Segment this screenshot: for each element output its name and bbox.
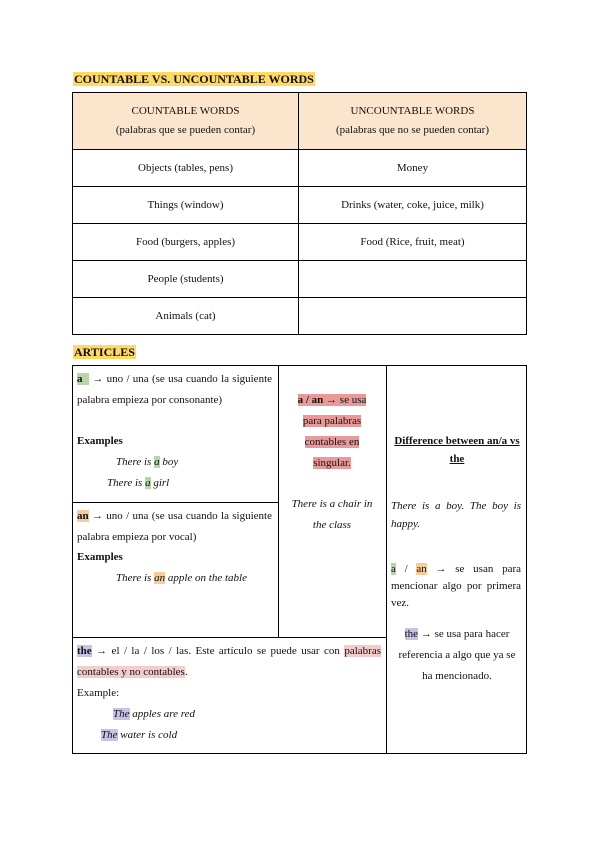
countable-cell: Animals (cat) xyxy=(73,298,299,335)
a-an-example: There is a chair in the class xyxy=(291,498,373,531)
article-an-rule xyxy=(77,506,272,548)
table-row xyxy=(73,298,527,335)
article-a-rule xyxy=(77,369,272,411)
countable-header-cell xyxy=(73,93,299,150)
uncountable-cell: Food (Rice, fruit, meat) xyxy=(299,224,527,261)
an-example-article: an xyxy=(154,572,166,584)
countable-cell: Food (burgers, apples) xyxy=(73,224,299,261)
table-row xyxy=(73,187,527,224)
divider xyxy=(72,502,279,503)
article-an-rule-text: → uno / una (se usa cuando la siguiente palabra empieza por vocal) xyxy=(77,510,272,543)
uncountable-header-cell xyxy=(299,93,527,150)
a-an-label: a / an → xyxy=(297,394,338,406)
the-example-2-article: The xyxy=(101,729,118,741)
diff-the: the xyxy=(404,628,419,640)
the-example-1: The apples are red xyxy=(113,708,195,720)
divider xyxy=(72,637,387,638)
uncountable-subheader: (palabras que no se pueden contar) xyxy=(335,124,490,136)
uncountable-cell: Money xyxy=(299,150,527,187)
the-usage-rule: the → se usa para hacer referencia a algo que ya se ha mencionado. xyxy=(398,628,516,682)
the-example-1-article: The xyxy=(113,708,130,720)
articles-section-title: ARTICLES xyxy=(74,345,135,359)
difference-title: Difference between an/a vs the xyxy=(394,435,520,465)
countable-subheader: (palabras que se pueden contar) xyxy=(115,124,256,136)
a-example-1-article: a xyxy=(154,456,160,468)
article-the-rule: the → el / la / los / las. Este artículo se puede usar con palabras contables y no contables. xyxy=(77,645,382,678)
the-example-2: The water is cold xyxy=(101,729,178,741)
a-example-2-article: a xyxy=(145,477,151,489)
article-the-rule-text: → el / la / los / las. Este artículo se puede usar con xyxy=(91,645,340,657)
a-an-rule: a / an → se usa para palabras contables en singular. xyxy=(297,394,367,469)
a-an-usage-rule: a / an → se usan para mencionar algo por primera vez. xyxy=(391,563,521,609)
countable-header: COUNTABLE WORDS xyxy=(131,105,240,117)
an-example: There is an apple on the table xyxy=(116,572,247,584)
diff-a: a xyxy=(391,563,396,575)
article-an-word: an xyxy=(77,510,89,522)
uncountable-cell: Drinks (water, coke, juice, milk) xyxy=(299,187,527,224)
table-row xyxy=(73,150,527,187)
uncountable-cell xyxy=(299,298,527,335)
a-example-1: There is a boy xyxy=(116,456,179,468)
table-row xyxy=(73,261,527,298)
article-a-rule-text: → uno / una (se usa cuando la siguiente palabra empieza por consonante) xyxy=(77,373,273,406)
countable-cell: Objects (tables, pens) xyxy=(73,150,299,187)
examples-label: Examples xyxy=(77,551,123,563)
article-a-word: a xyxy=(77,373,83,385)
article-the-word: the xyxy=(77,645,92,657)
examples-label: Examples xyxy=(77,435,123,447)
difference-example: There is a boy. The boy is happy. xyxy=(391,500,521,530)
divider xyxy=(386,365,387,754)
countable-cell: People (students) xyxy=(73,261,299,298)
article-the-rule-highlight: palabras contables y no contables xyxy=(77,645,382,678)
example-label: Example: xyxy=(77,687,120,699)
uncountable-header: UNCOUNTABLE WORDS xyxy=(350,105,475,117)
diff-an: an xyxy=(416,563,427,575)
uncountable-cell xyxy=(299,261,527,298)
a-example-2: There is a girl xyxy=(107,477,170,489)
countable-section-title: COUNTABLE VS. UNCOUNTABLE WORDS xyxy=(74,72,314,86)
countable-uncountable-table xyxy=(72,92,527,335)
countable-cell: Things (window) xyxy=(73,187,299,224)
table-row xyxy=(73,224,527,261)
